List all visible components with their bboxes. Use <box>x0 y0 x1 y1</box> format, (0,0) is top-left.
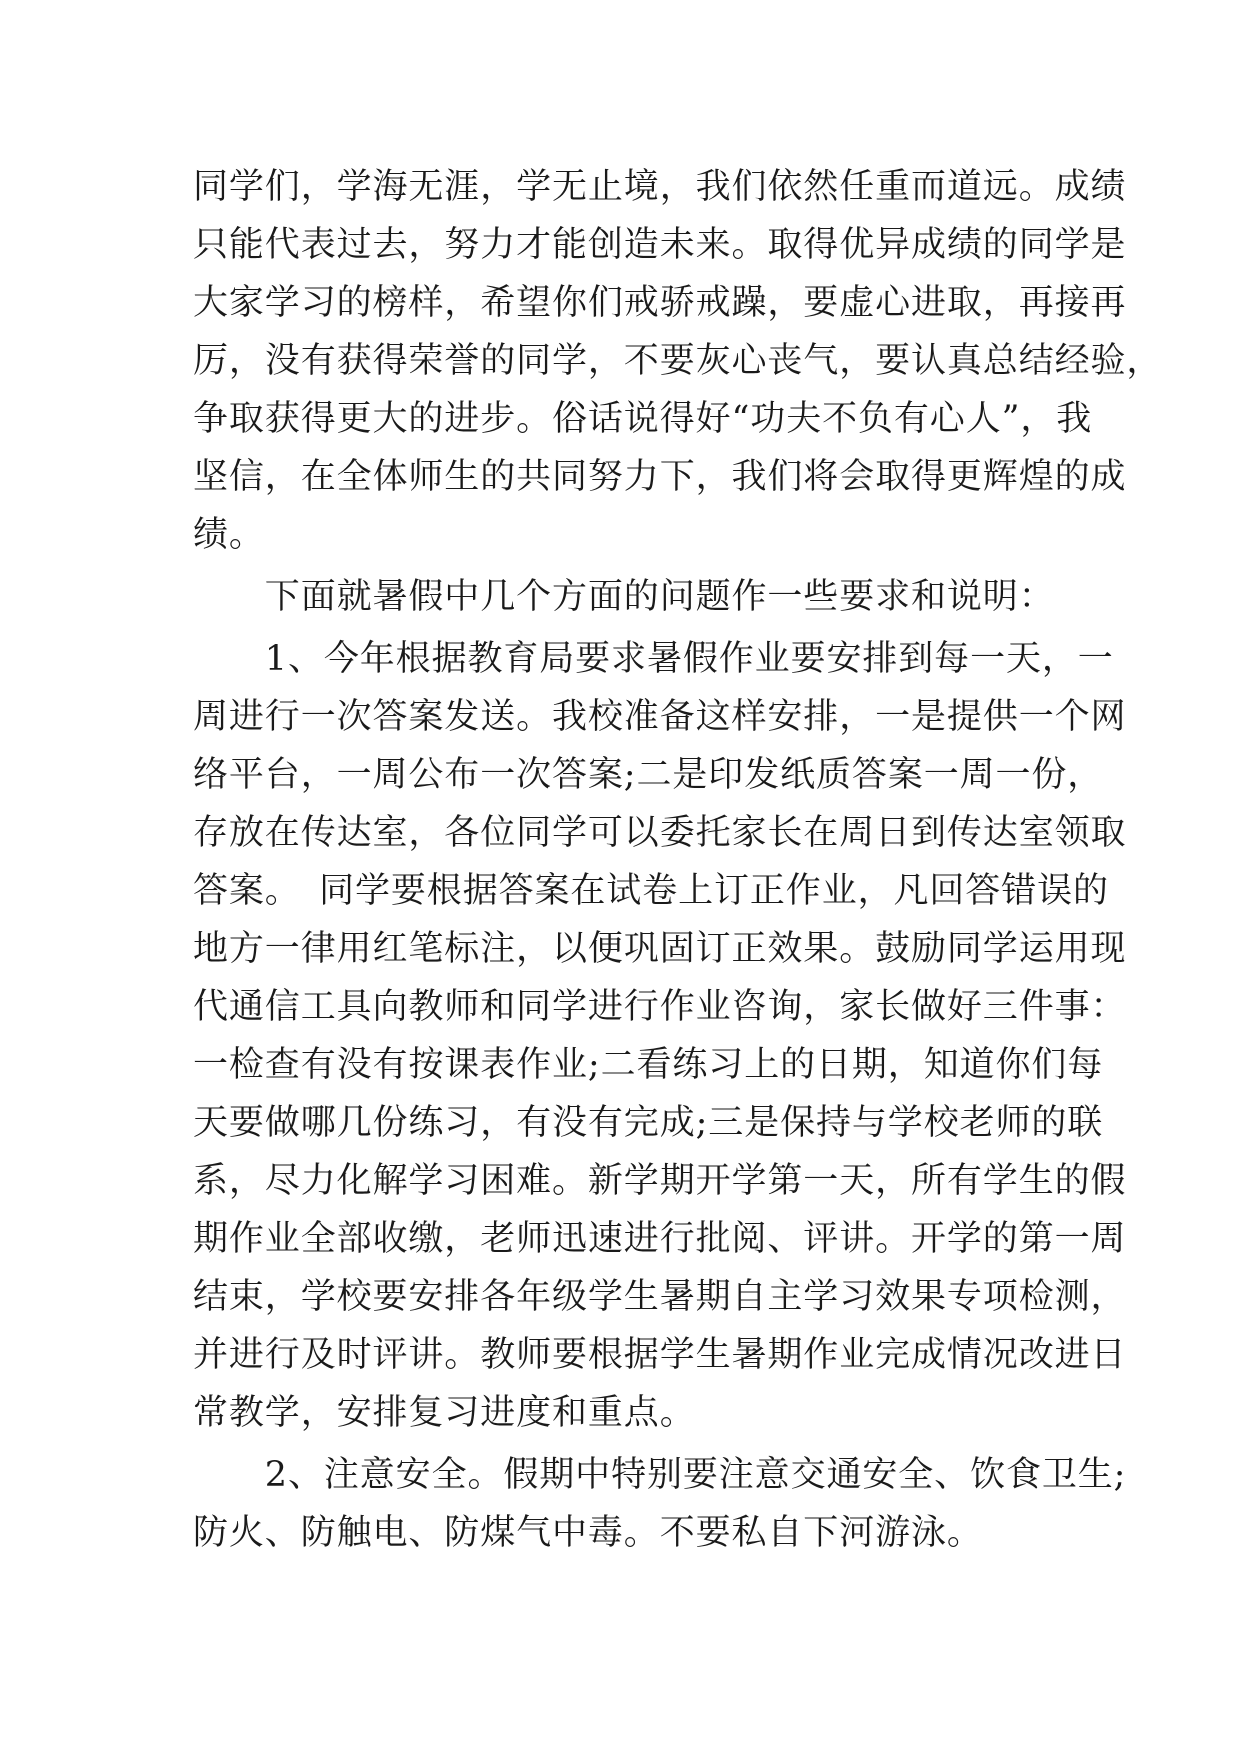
text-line: 周进行一次答案发送。我校准备这样安排，一是提供一个网 <box>193 697 1127 737</box>
text-line: 大家学习的榜样，希望你们戒骄戒躁，要虚心进取，再接再 <box>193 283 1127 323</box>
text-line: 代通信工具向教师和同学进行作业咨询，家长做好三件事： <box>193 987 1127 1027</box>
text-line: 同学们，学海无涯，学无止境，我们依然任重而道远。成绩 <box>193 167 1127 207</box>
text-line: 厉，没有获得荣誉的同学，不要灰心丧气，要认真总结经验， <box>193 341 1163 381</box>
paragraph-item-1-homework <box>193 630 1127 1442</box>
text-line: 只能代表过去，努力才能创造未来。取得优异成绩的同学是 <box>193 225 1127 265</box>
text-line: 并进行及时评讲。教师要根据学生暑期作业完成情况改进日 <box>193 1335 1127 1375</box>
paragraph-item-2-safety <box>193 1446 1127 1562</box>
text-line: 期作业全部收缴，老师迅速进行批阅、评讲。开学的第一周 <box>193 1219 1127 1259</box>
text-line: 争取获得更大的进步。俗话说得好“功夫不负有心人”，我 <box>193 399 1093 439</box>
paragraph-achievements <box>193 158 1163 564</box>
text-line: 一检查有没有按课表作业;二看练习上的日期，知道你们每 <box>193 1045 1104 1085</box>
paragraph-intro <box>193 568 1053 626</box>
text-line: 答案。 同学要根据答案在试卷上订正作业，凡回答错误的 <box>193 871 1109 911</box>
text-line: 绩。 <box>193 515 265 555</box>
text-line: 天要做哪几份练习，有没有完成;三是保持与学校老师的联 <box>193 1103 1104 1143</box>
text-line: 2、注意安全。假期中特别要注意交通安全、饮食卫生; <box>193 1455 1127 1495</box>
text-line: 地方一律用红笔标注，以便巩固订正效果。鼓励同学运用现 <box>193 929 1127 969</box>
text-line: 1、今年根据教育局要求暑假作业要安排到每一天，一 <box>193 639 1114 679</box>
text-line: 下面就暑假中几个方面的问题作一些要求和说明： <box>193 577 1055 617</box>
text-line: 存放在传达室，各位同学可以委托家长在周日到传达室领取 <box>193 813 1127 853</box>
text-line: 防火、防触电、防煤气中毒。不要私自下河游泳。 <box>193 1513 983 1553</box>
text-line: 坚信，在全体师生的共同努力下，我们将会取得更辉煌的成 <box>193 457 1127 497</box>
text-line: 常教学，安排复习进度和重点。 <box>193 1393 696 1433</box>
text-line: 系，尽力化解学习困难。新学期开学第一天，所有学生的假 <box>193 1161 1127 1201</box>
document-body <box>193 158 1163 1562</box>
text-line: 络平台，一周公布一次答案;二是印发纸质答案一周一份， <box>193 755 1104 795</box>
text-line: 结束，学校要安排各年级学生暑期自主学习效果专项检测， <box>193 1277 1127 1317</box>
